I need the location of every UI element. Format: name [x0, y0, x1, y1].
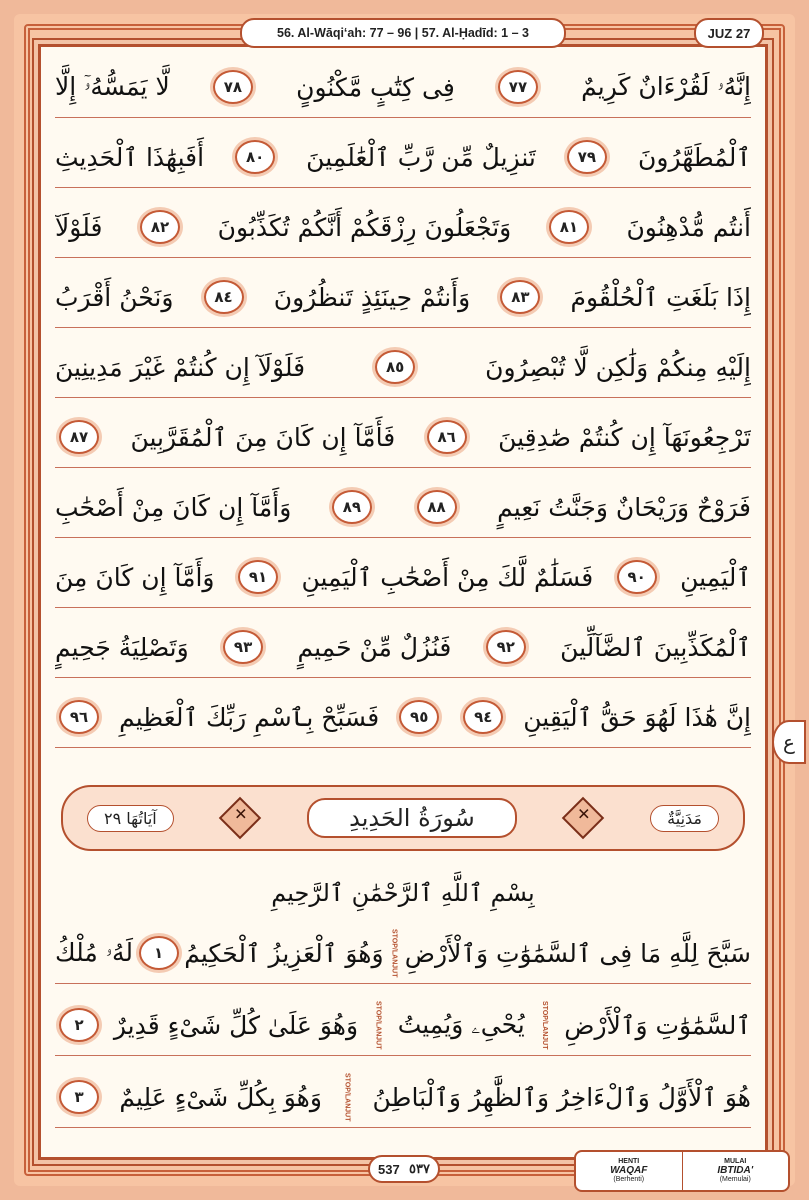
juz-badge: JUZ 27 — [694, 18, 764, 48]
ayah-number: ٨٩ — [332, 490, 372, 524]
verse-text: ٱلْمُطَهَّرُونَ — [638, 142, 751, 172]
revelation-label: مَدَنِيَّةٌ — [650, 805, 719, 832]
legend-ibtida-label: IBTIDA' — [717, 1164, 754, 1176]
surah-title: سُورَةُ الحَدِيدِ — [307, 798, 517, 838]
verse-text: وَهُوَ ٱلْعَزِيزُ ٱلْحَكِيمُ — [184, 938, 384, 968]
verse-text: ٱلسَّمَٰوَٰتِ وَٱلْأَرْضِ — [564, 1010, 751, 1040]
verse-text: فَنُزُلٌ مِّنْ حَمِيمٍ — [297, 632, 452, 662]
ayah-number: ٩٣ — [223, 630, 263, 664]
verse-text: فَأَمَّآ إِن كَانَ مِنَ ٱلْمُقَرَّبِينَ — [130, 422, 396, 452]
verse-text: وَنَحْنُ أَقْرَبُ — [55, 282, 174, 312]
ayah-number: ٨٣ — [500, 280, 540, 314]
verse-text: وَتَصْلِيَةُ جَحِيمٍ — [55, 632, 189, 662]
stop-lanjut-mark: STOP/LANJUT — [390, 928, 398, 978]
ayah-number: ١ — [139, 936, 179, 970]
verse-text: وَأَمَّآ إِن كَانَ مِنَ — [55, 562, 215, 592]
ayah-number: ٨٧ — [59, 420, 99, 454]
verse-text: هُوَ ٱلْأَوَّلُ وَٱلْءَاخِرُ وَٱلظَّٰهِرُ وَٱلْبَاطِنُ — [372, 1082, 751, 1112]
ayah-number: ٧٧ — [498, 70, 538, 104]
verse-line — [55, 1067, 751, 1128]
verse-line — [55, 995, 751, 1056]
ayah-number: ٨٦ — [427, 420, 467, 454]
legend-mulai — [682, 1152, 789, 1190]
legend-memulai-label: (Memulai) — [719, 1176, 751, 1184]
ayah-number: ٧٨ — [213, 70, 253, 104]
ayah-number: ٨١ — [549, 210, 589, 244]
verse-text: فَلَوْلَآ إِن كُنتُمْ غَيْرَ مَدِينِينَ — [55, 352, 306, 382]
ruku-mark: ع — [772, 720, 806, 764]
surah-range-header: 56. Al-Wāqi‘ah: 77 – 96 | 57. Al-Ḥadīd: 1 – 3 — [240, 18, 566, 48]
legend-henti — [576, 1152, 682, 1190]
verse-text: ٱلْمُكَذِّبِينَ ٱلضَّآلِّينَ — [560, 632, 751, 662]
ayah-number: ٩٥ — [399, 700, 439, 734]
quran-page — [38, 44, 768, 1160]
verse-text: وَهُوَ بِكُلِّ شَىْءٍ عَلِيمٌ — [119, 1082, 322, 1112]
verse-line — [55, 923, 751, 984]
ayah-number: ٢ — [59, 1008, 99, 1042]
verse-text: ٱلْيَمِينِ — [680, 562, 751, 592]
verse-text: فَرَوْحٌ وَرَيْحَانٌ وَجَنَّتُ نَعِيمٍ — [497, 492, 751, 522]
legend-henti-label: HENTI — [618, 1158, 640, 1166]
verse-text: وَأَمَّآ إِن كَانَ مِنْ أَصْحَٰبِ — [55, 492, 292, 522]
ayah-number: ٨٥ — [375, 350, 415, 384]
ayah-number: ٨٠ — [235, 140, 275, 174]
verse-text: لَهُۥ مُلْكُ — [55, 938, 133, 967]
page-number — [368, 1155, 440, 1183]
ayah-number: ٩١ — [238, 560, 278, 594]
verse-text: فِى كِتَٰبٍ مَّكْنُونٍ — [296, 72, 455, 102]
verse-text: تَرْجِعُونَهَآ إِن كُنتُمْ صَٰدِقِينَ — [498, 422, 751, 452]
ayah-number: ٩٤ — [463, 700, 503, 734]
ayah-number: ٨٤ — [204, 280, 244, 314]
stop-lanjut-mark: STOP/LANJUT — [343, 1072, 351, 1122]
ayah-number: ٩٢ — [486, 630, 526, 664]
ayah-number: ٧٩ — [567, 140, 607, 174]
verse-text: وَأَنتُمْ حِينَئِذٍ تَنظُرُونَ — [273, 282, 471, 312]
verse-text: إِلَيْهِ مِنكُمْ وَلَٰكِن لَّا تُبْصِرُونَ — [485, 352, 751, 382]
verse-text: تَنزِيلٌ مِّن رَّبِّ ٱلْعَٰلَمِينَ — [306, 142, 536, 172]
stop-lanjut-mark: STOP/LANJUT — [540, 1000, 548, 1050]
ayah-number: ٨٨ — [417, 490, 457, 524]
verse-text: وَتَجْعَلُونَ رِزْقَكُمْ أَنَّكُمْ تُكَذِّبُونَ — [217, 212, 512, 242]
verse-count-label: آيَاتُهَا ٢٩ — [87, 805, 174, 832]
verse-text: أَنتُم مُّدْهِنُونَ — [626, 212, 751, 242]
ayah-number: ٣ — [59, 1080, 99, 1114]
waqaf-legend — [574, 1150, 790, 1192]
verse-text: إِذَا بَلَغَتِ ٱلْحُلْقُومَ — [570, 282, 751, 312]
verse-text: فَسَلَٰمٌ لَّكَ مِنْ أَصْحَٰبِ ٱلْيَمِينِ — [301, 562, 594, 592]
page-number-arabic: ٥٣٧ — [409, 1161, 430, 1176]
verse-text: فَلَوْلَآ — [55, 212, 103, 242]
verse-text: إِنَّ هَٰذَا لَهُوَ حَقُّ ٱلْيَقِينِ — [523, 702, 751, 732]
verse-text: إِنَّهُۥ لَقُرْءَانٌ كَرِيمٌ — [581, 72, 751, 101]
page-number-latin: 537 — [378, 1161, 400, 1177]
verse-text: يُحْىِۦ وَيُمِيتُ — [397, 1010, 525, 1039]
verse-text: لَّا يَمَسُّهُۥٓ إِلَّا — [55, 72, 170, 101]
verse-text: وَهُوَ عَلَىٰ كُلِّ شَىْءٍ قَدِيرٌ — [113, 1010, 359, 1040]
ayah-number: ٩٠ — [617, 560, 657, 594]
verse-text: أَفَبِهَٰذَا ٱلْحَدِيثِ — [55, 142, 205, 172]
verse-text: فَسَبِّحْ بِٱسْمِ رَبِّكَ ٱلْعَظِيمِ — [119, 702, 380, 732]
basmala: بِسْمِ ٱللَّهِ ٱلرَّحْمَٰنِ ٱلرَّحِيمِ — [271, 879, 535, 907]
legend-waqaf-label: WAQAF — [610, 1164, 648, 1176]
legend-berhenti-label: (Berhenti) — [613, 1176, 645, 1184]
verse-text: سَبَّحَ لِلَّهِ مَا فِى ٱلسَّمَٰوَٰتِ وَٱلْأَرْضِ — [404, 938, 751, 968]
ayah-number: ٩٦ — [59, 700, 99, 734]
legend-mulai-label: MULAI — [724, 1158, 747, 1166]
stop-lanjut-mark: STOP/LANJUT — [374, 1000, 382, 1050]
verse-lines-bottom — [41, 47, 765, 1157]
ayah-number: ٨٢ — [140, 210, 180, 244]
